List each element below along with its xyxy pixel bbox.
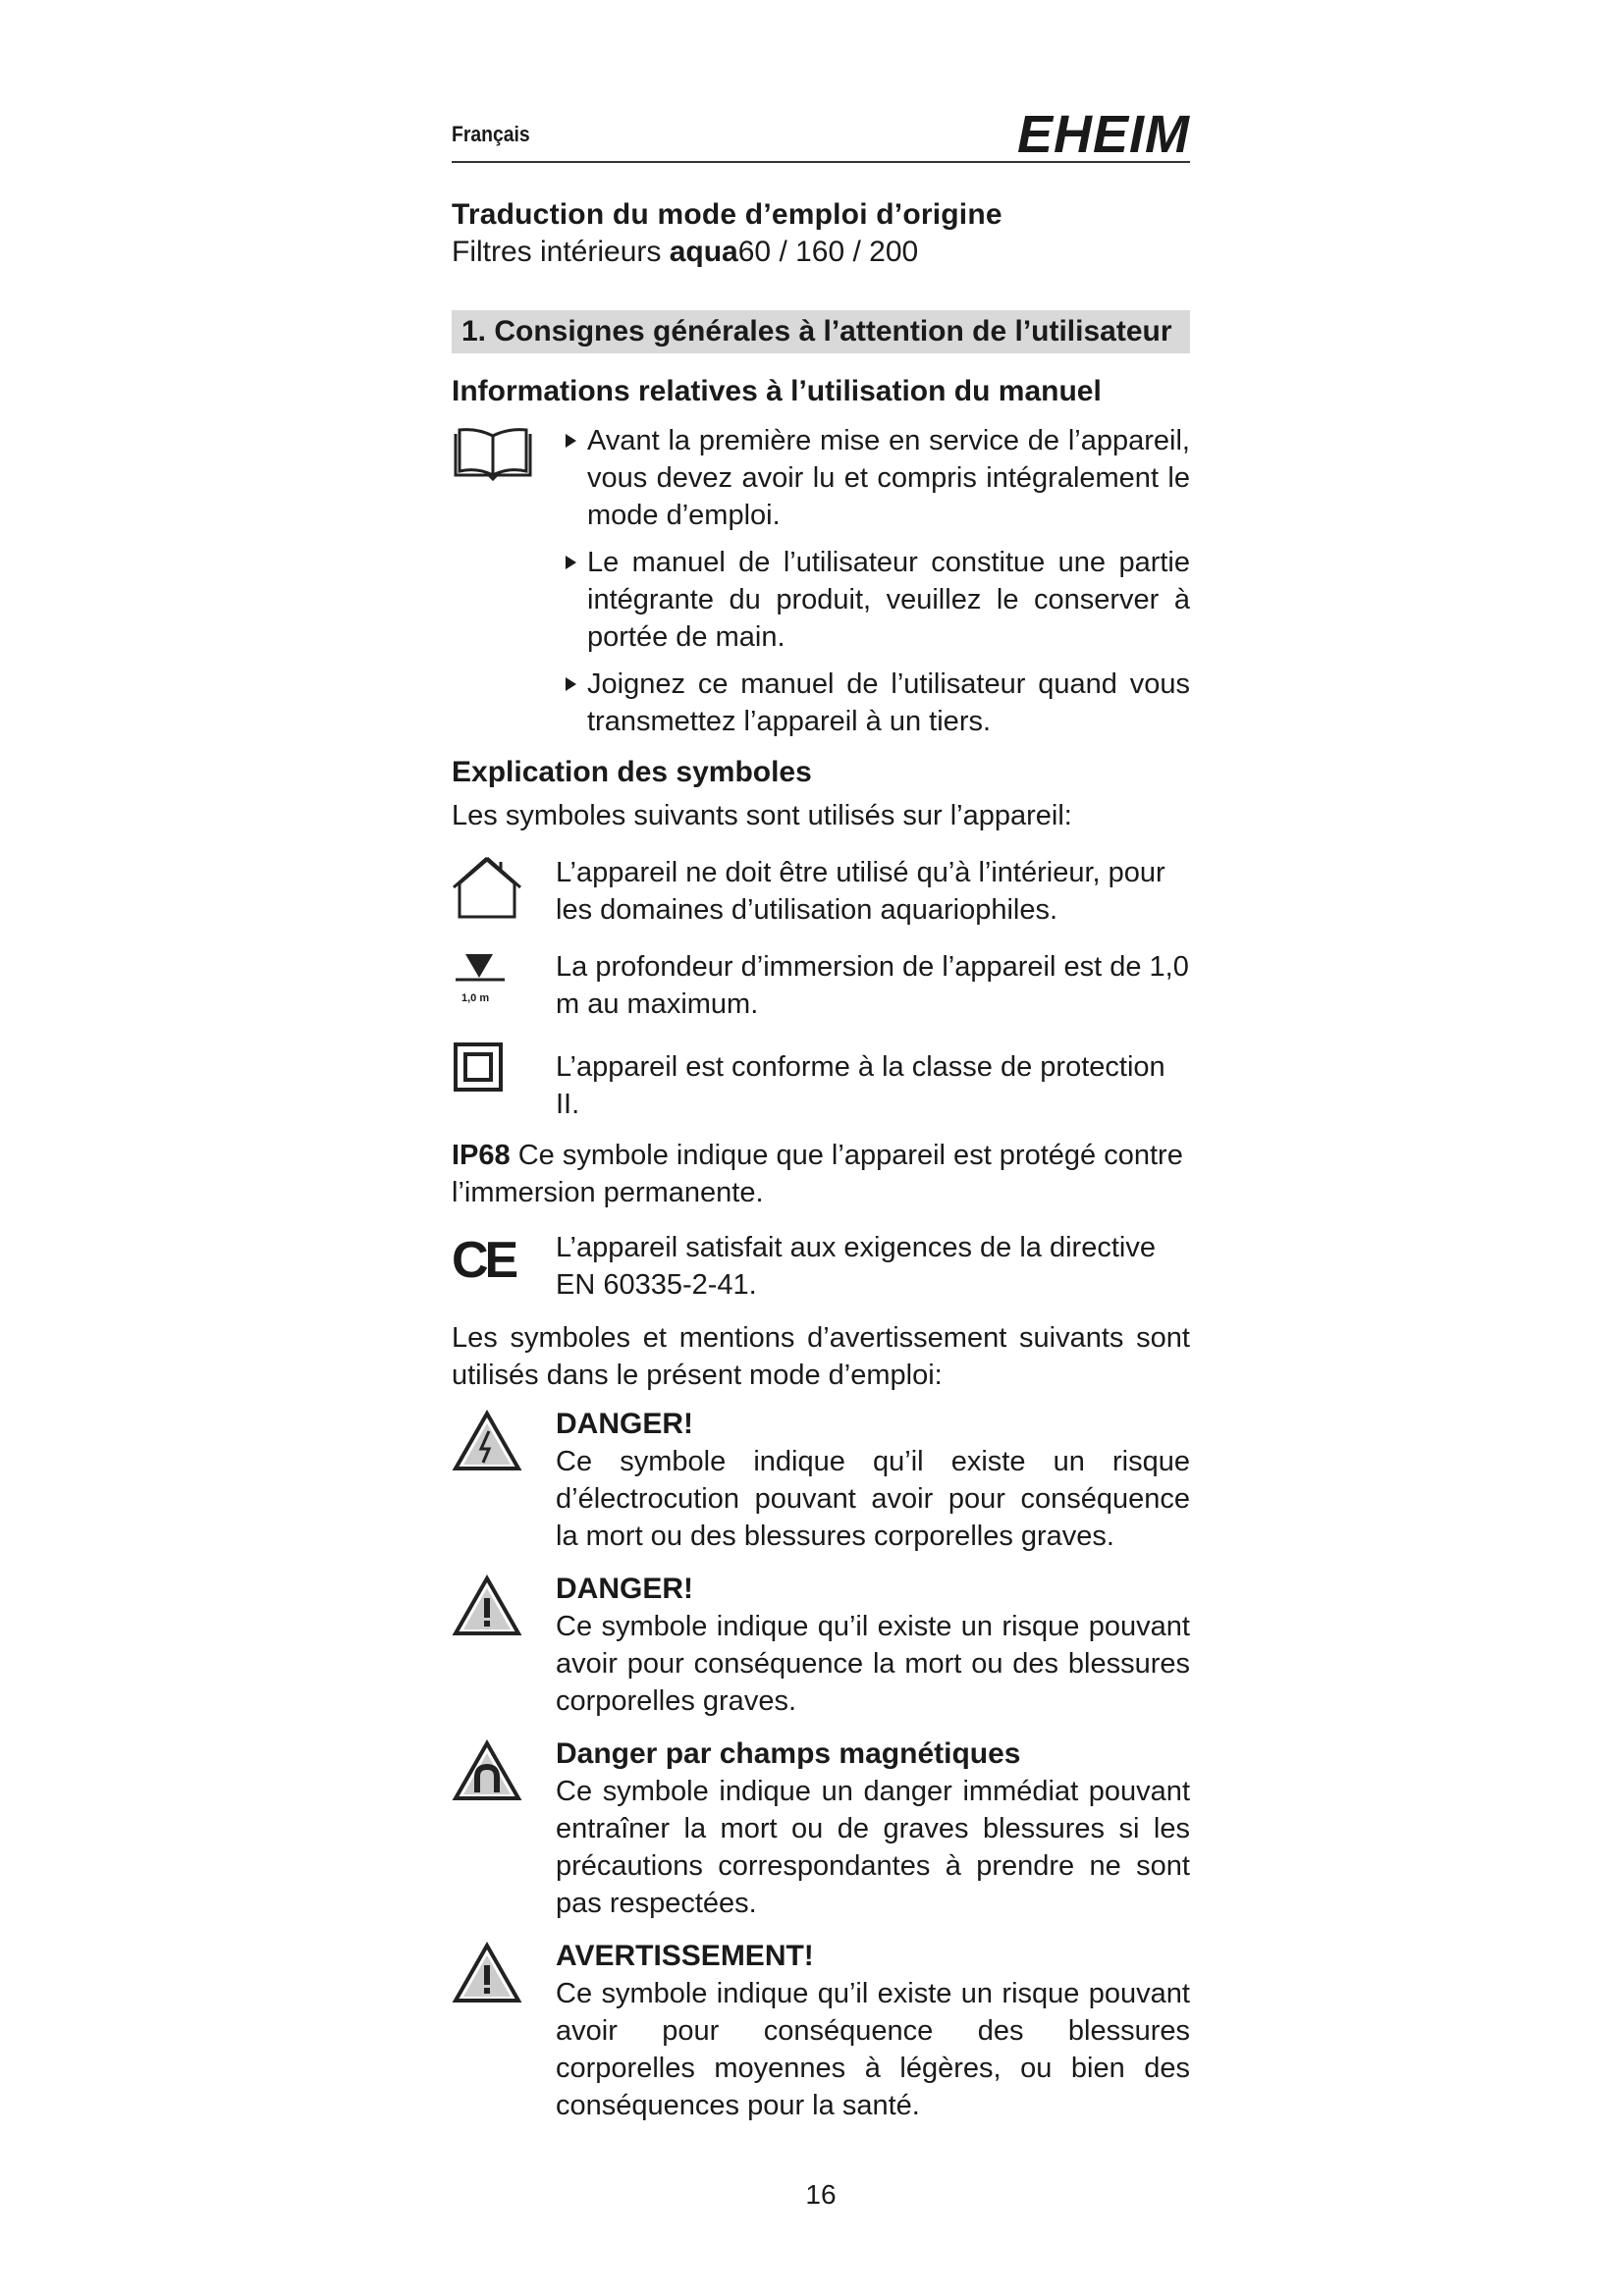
book-icon bbox=[452, 426, 520, 490]
depth-label: 1,0 m bbox=[461, 992, 490, 1004]
immersion-depth-icon bbox=[452, 948, 520, 1004]
protection-class-2-icon bbox=[452, 1041, 520, 1100]
warnings-intro: Les symboles et mentions d’avertissement suivants sont utilisés dans le présent mode d’emploi: bbox=[452, 1322, 1190, 1391]
manual-heading: Informations relatives à l’utilisation du manuel bbox=[452, 375, 1102, 407]
warning-magnetic bbox=[452, 1735, 1190, 1922]
exclamation-warning-icon bbox=[452, 1942, 520, 2009]
warning-title: DANGER! bbox=[556, 1573, 693, 1605]
warning-caution bbox=[452, 1938, 1190, 2124]
brand-logo: EHEIM bbox=[1016, 105, 1190, 164]
symbol-depth-text: La profondeur d’immersion de l’appareil est de 1,0 m au maximum. bbox=[556, 951, 1189, 1020]
symbol-depth bbox=[452, 948, 1190, 1023]
warning-title: AVERTISSEMENT! bbox=[556, 1940, 814, 1972]
page-header bbox=[452, 105, 1190, 164]
document-title: Traduction du mode d’emploi d’origine bbox=[452, 198, 1002, 231]
symbols-heading: Explication des symboles bbox=[452, 756, 812, 788]
warning-text: Ce symbole indique un danger immédiat pouvant entraîner la mort ou de graves blessures si les précautions correspondantes à prendre ne sont pas respectées. bbox=[556, 1776, 1190, 1919]
manual-bullet: Avant la première mise en service de l’appareil, vous devez avoir lu et compris intégralement le mode d’emploi. bbox=[566, 422, 1190, 534]
house-icon bbox=[452, 854, 520, 924]
warning-text: Ce symbole indique qu’il existe un risque d’électrocution pouvant avoir pour conséquence la mort ou des blessures corporelles graves. bbox=[556, 1446, 1190, 1552]
symbol-ip68 bbox=[452, 1137, 1190, 1211]
symbols-intro: Les symboles suivants sont utilisés sur l’appareil: bbox=[452, 800, 1072, 831]
warning-text: Ce symbole indique qu’il existe un risque pouvant avoir pour conséquence des blessures corporelles moyennes à légères, ou bien des conséquences pour la santé. bbox=[556, 1978, 1190, 2121]
page-number: 16 bbox=[805, 2179, 837, 2210]
manual-bullet: Joignez ce manuel de l’utilisateur quand vous transmettez l’appareil à un tiers. bbox=[566, 666, 1190, 740]
section-heading: 1. Consignes générales à l’attention de l’utilisateur bbox=[452, 310, 1190, 353]
symbol-ce-text: L’appareil satisfait aux exigences de la directive EN 60335-2-41. bbox=[556, 1232, 1156, 1301]
ce-mark-icon: CE bbox=[452, 1232, 515, 1289]
symbol-indoor bbox=[452, 854, 1190, 929]
exclamation-warning-icon bbox=[452, 1575, 520, 1642]
warning-text: Ce symbole indique qu’il existe un risque pouvant avoir pour conséquence la mort ou des blessures corporelles graves. bbox=[556, 1611, 1190, 1717]
symbol-class2-text: L’appareil est conforme à la classe de protection II. bbox=[556, 1051, 1165, 1120]
warning-title: Danger par champs magnétiques bbox=[556, 1737, 1021, 1770]
manual-bullet: Le manuel de l’utilisateur constitue une partie intégrante du produit, veuillez le conserver à portée de main. bbox=[566, 544, 1190, 656]
document-subtitle: Filtres intérieurs aqua60 / 160 / 200 bbox=[452, 236, 919, 268]
manual-block bbox=[452, 422, 1190, 740]
symbol-indoor-text: L’appareil ne doit être utilisé qu’à l’intérieur, pour les domaines d’utilisation aquariophiles. bbox=[556, 857, 1165, 926]
language-label: Français bbox=[452, 122, 530, 146]
symbol-ip68-text: Ce symbole indique que l’appareil est protégé contre l’immersion permanente. bbox=[452, 1140, 1183, 1208]
magnetic-field-warning-icon bbox=[452, 1739, 520, 1807]
symbol-ce bbox=[452, 1229, 1190, 1304]
warning-title: DANGER! bbox=[556, 1408, 693, 1440]
electric-shock-warning-icon bbox=[452, 1410, 520, 1477]
ip68-label: IP68 bbox=[452, 1140, 511, 1171]
document-page bbox=[452, 105, 1190, 2210]
symbol-class2 bbox=[452, 1041, 1190, 1123]
warning-general bbox=[452, 1571, 1190, 1720]
warning-electric bbox=[452, 1406, 1190, 1555]
